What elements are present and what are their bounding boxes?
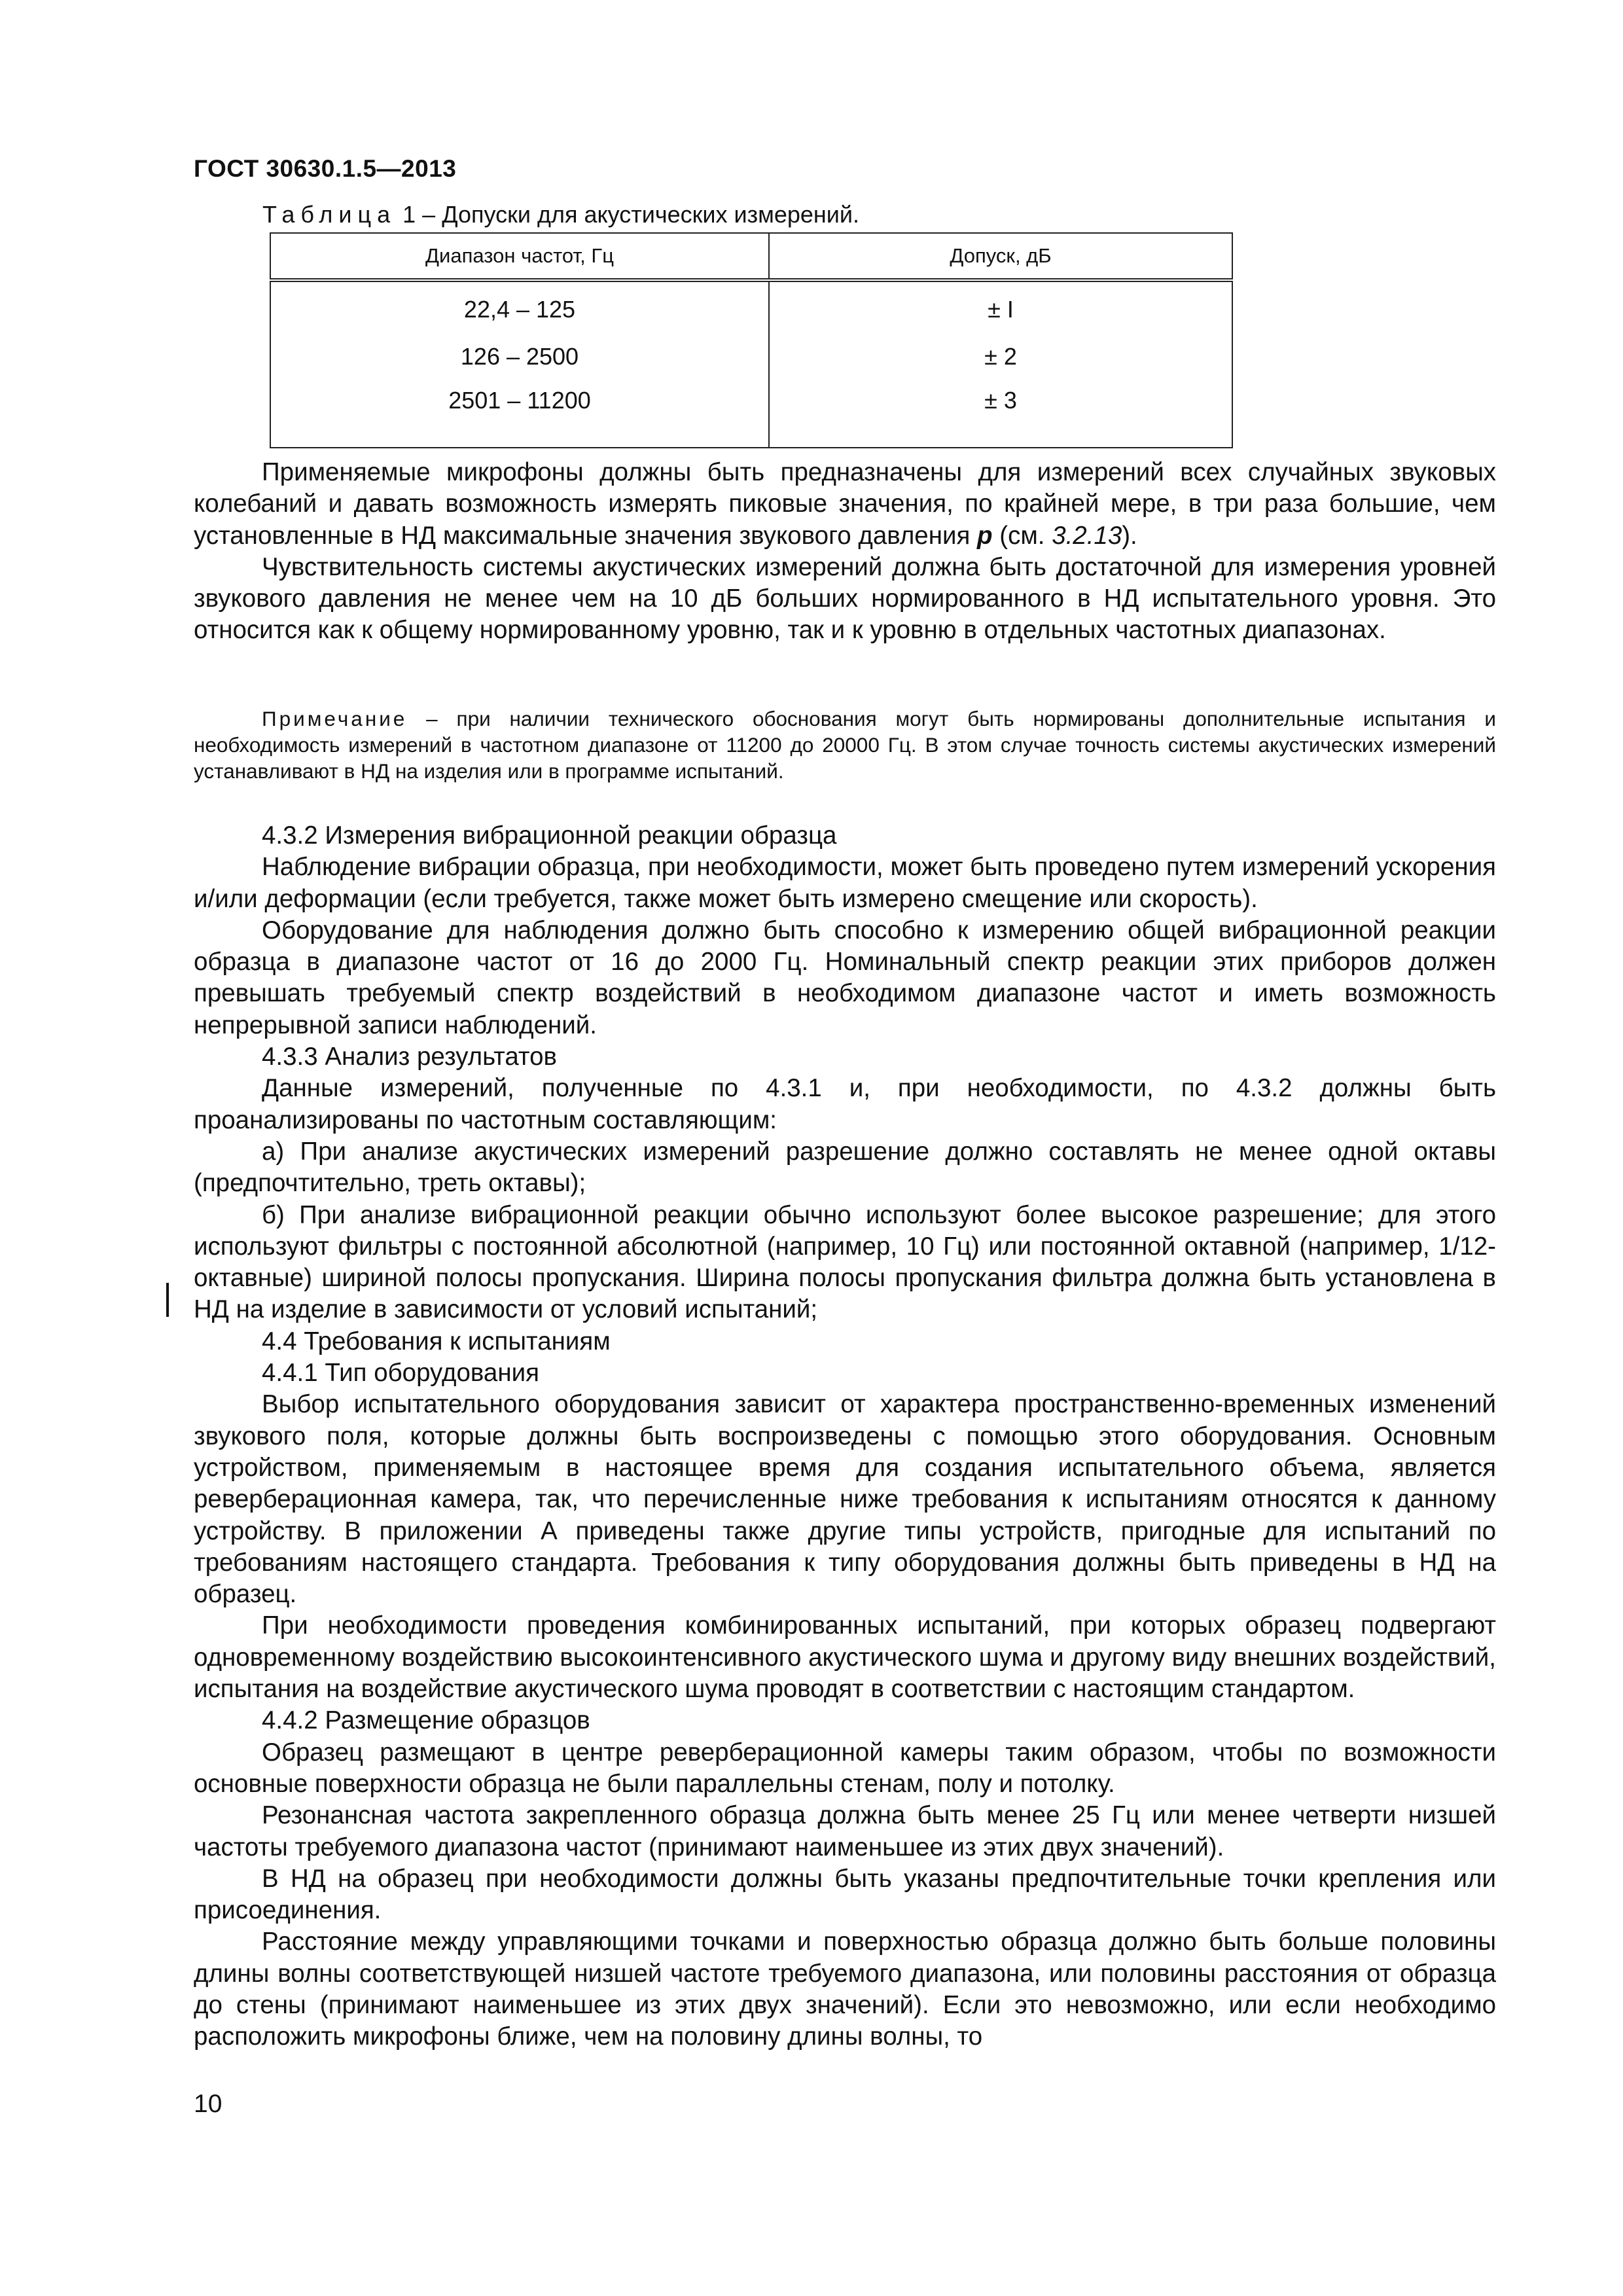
section-paragraph: Наблюдение вибрации образца, при необходимости, может быть проведено путем измерений ускорения и/или деформации (если требуется, также может быть измерено смещение или скорость). (194, 853, 1496, 913)
table-cell-frequency: 2501 – 11200 (270, 380, 769, 448)
section-heading: 4.4.1 Тип оборудования (262, 1359, 539, 1388)
note-text: – при наличии технического обоснования могут быть нормированы дополнительные испытания и необходимость измерений в частотном диапазоне от 11200 до 20000 Гц. В этом случае точность системы акустических измерений устанавливают в НД на изделия или в программе испытаний. (194, 707, 1496, 783)
document-header-title: ГОСТ 30630.1.5—2013 (194, 155, 457, 182)
section-paragraph: Оборудование для наблюдения должно быть способно к измерению общей вибрационной реакции образца в диапазоне частот от 16 до 2000 Гц. Номинальный спектр реакции этих приборов должен превышать требуемый спектр воздействий в необходимом диапазоне частот и иметь возможность непрерывной записи наблюдений. (194, 916, 1496, 1039)
paragraph-sensitivity: Чувствительность системы акустических измерений должна быть достаточной для измерения уровней звукового давления не менее чем на 10 дБ больших нормированного в НД испытательного уровня. Это относится как к общему нормированному уровню, так и к уровню в отдельных частотных диапазонах. (194, 552, 1496, 645)
main-sections (194, 820, 1496, 2053)
note-paragraph (194, 706, 1496, 784)
section-paragraph: Расстояние между управляющими точками и поверхностью образца должно быть больше половины длины волны соответствующей низшей частоте требуемого диапазона, или половины расстояния от образца до стены (принимают наименьшее из этих двух значений). Если это невозможно, или если необходимо расположить микрофоны ближе, чем на половину длины волны, то (194, 1928, 1496, 2051)
page-number: 10 (194, 2090, 223, 2118)
paragraph-microphones-end: ). (1122, 521, 1137, 550)
revision-margin-bar (166, 1283, 169, 1317)
table-header-frequency: Диапазон частот, Гц (270, 233, 769, 280)
section-paragraph: Данные измерений, полученные по 4.3.1 и, при необходимости, по 4.3.2 должны быть проанализированы по частотным составляющим: (194, 1074, 1496, 1134)
table-row (270, 333, 1232, 380)
section-paragraph: При необходимости проведения комбинированных испытаний, при которых образец подвергают одновременному воздействию высокоинтенсивного акустического шума и другому виду внешних воздействий, испытания на воздействие акустического шума проводят в соответствии с настоящим стандартом. (194, 1611, 1496, 1704)
note-label: Примечание (262, 707, 408, 730)
section-paragraph: а) При анализе акустических измерений разрешение должно составлять не менее одной октавы (предпочтительно, треть октавы); (194, 1137, 1496, 1198)
table-cell-frequency: 126 – 2500 (270, 333, 769, 380)
paragraph-microphones (194, 457, 1496, 552)
table-cell-tolerance: ± I (769, 280, 1232, 333)
section-paragraph: Выбор испытательного оборудования зависит от характера пространственно-временных изменений звукового поля, которые должны быть воспроизведены с помощью этого оборудования. Основным устройством, применяемым в настоящее время для создания испытательного объема, является реверберационная камера, так, что перечисленные ниже требования к испытаниям относятся к данному устройству. В приложении А приведены также другие типы устройств, пригодные для испытаний по требованиям настоящего стандарта. Требования к типу оборудования должны быть приведены в НД на образец. (194, 1390, 1496, 1609)
table-cell-tolerance: ± 2 (769, 333, 1232, 380)
section-paragraph: В НД на образец при необходимости должны быть указаны предпочтительные точки крепления или присоединения. (194, 1864, 1496, 1925)
note-block (194, 706, 1496, 784)
clause-reference: 3.2.13 (1052, 521, 1122, 550)
table-row (270, 280, 1232, 333)
table-cell-frequency: 22,4 – 125 (270, 280, 769, 333)
section-paragraph: Образец размещают в центре реверберационной камеры таким образом, чтобы по возможности основные поверхности образца не были параллельны стенам, полу и потолку. (194, 1738, 1496, 1798)
paragraph-microphones-text: Применяемые микрофоны должны быть предназначены для измерений всех случайных звуковых колебаний и давать возможность измерять пиковые значения, по крайней мере, в три раза большие, чем установленные в НД максимальные значения звукового давления (194, 458, 1496, 550)
table-caption-text: 1 – Допуски для акустических измерений. (396, 201, 860, 228)
table-cell-tolerance: ± 3 (769, 380, 1232, 448)
section-heading: 4.4.2 Размещение образцов (262, 1706, 590, 1735)
section-heading: 4.4 Требования к испытаниям (262, 1327, 611, 1355)
section-heading: 4.3.3 Анализ результатов (262, 1043, 557, 1071)
section-heading: 4.3.2 Измерения вибрационной реакции образца (262, 821, 837, 850)
table-header-row (270, 233, 1232, 280)
tolerance-table (270, 232, 1233, 448)
table-caption (262, 201, 859, 228)
table-caption-label: Таблица (262, 201, 397, 228)
paragraph-microphones-mid: (см. (992, 521, 1052, 550)
intro-paragraphs (194, 457, 1496, 647)
table-header-tolerance: Допуск, дБ (769, 233, 1232, 280)
table-row (270, 380, 1232, 448)
pressure-symbol: p (977, 521, 993, 550)
section-paragraph: б) При анализе вибрационной реакции обычно используют более высокое разрешение; для этого используют фильтры с постоянной абсолютной (например, 10 Гц) или постоянной октавной (например, 1/12-октавные) шириной полосы пропускания. Ширина полосы пропускания фильтра должна быть установлена в НД на изделие в зависимости от условий испытаний; (194, 1200, 1496, 1324)
section-paragraph: Резонансная частота закрепленного образца должна быть менее 25 Гц или менее четверти низшей частоты требуемого диапазона частот (принимают наименьшее из этих двух значений). (194, 1801, 1496, 1861)
